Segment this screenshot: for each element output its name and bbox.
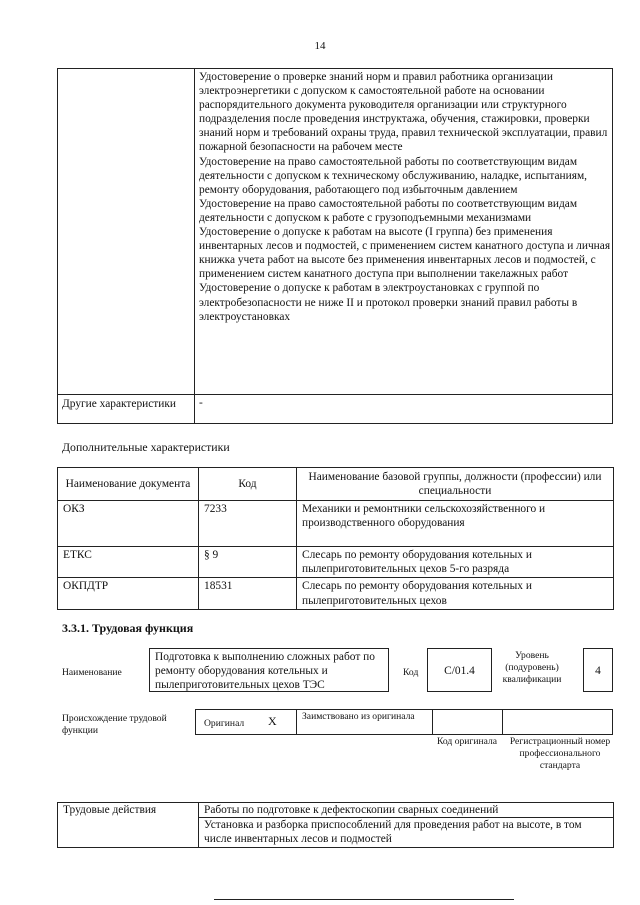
cell-group: Слесарь по ремонту оборудования котельных и пылеприготовительных цехов xyxy=(297,578,614,609)
cell-group: Слесарь по ремонту оборудования котельных и пылеприготовительных цехов 5-го разряда xyxy=(297,547,614,578)
cell-document: ЕТКС xyxy=(58,547,199,578)
labor-actions-table xyxy=(57,802,614,848)
requirement-item: Удостоверение о проверке знаний норм и правил работника организации электроэнергетики с допуском к самостоятельной работе на основании распорядительного документа руководителя организации или структурного подразделения после проведения инструктажа, обучения, стажировки, проверки знаний норм и требований охраны труда, правил технической эксплуатации, правил пожарной безопасности на рабочем месте xyxy=(199,71,608,154)
cell-code: § 9 xyxy=(199,547,297,578)
cell-document: ОКПДТР xyxy=(58,578,199,609)
function-code-label: Код xyxy=(403,667,419,678)
labor-function-title: 3.3.1. Трудовая функция xyxy=(62,621,194,635)
origin-row xyxy=(195,709,613,735)
page-bottom-rule xyxy=(214,899,514,900)
additional-characteristics-heading: Дополнительные характеристики xyxy=(62,440,230,454)
other-characteristics-label: Другие характеристики xyxy=(62,398,177,410)
table-row xyxy=(58,818,614,847)
original-mark: X xyxy=(268,714,277,728)
labor-actions-label: Трудовые действия xyxy=(58,803,199,818)
requirement-item: Удостоверение на право самостоятельной работы по соответствующим видам деятельности с допуском к техническому обслуживанию, наладке, испытаниям, ремонту оборудования, работающего под избыточным давлением xyxy=(199,155,588,196)
table-header-row xyxy=(58,468,614,501)
labor-action-item: Работы по подготовке к дефектоскопии сварных соединений xyxy=(199,803,614,818)
table-row xyxy=(58,547,614,578)
requirements-list xyxy=(199,70,611,324)
table-row xyxy=(58,803,614,818)
function-name-label: Наименование xyxy=(62,667,122,678)
origin-divider xyxy=(502,710,503,734)
table-row xyxy=(58,578,614,609)
origin-divider xyxy=(296,710,297,734)
requirement-item: Удостоверение о допуске к работам в электроустановках с группой по электробезопасности не ниже II и протокол проверки знаний правил работы в электроустановках xyxy=(199,282,578,323)
requirements-table xyxy=(57,68,613,424)
other-characteristics-value: - xyxy=(199,397,203,409)
borrowed-label: Заимствовано из оригинала xyxy=(302,711,415,722)
original-label: Оригинал xyxy=(204,718,245,729)
header-document: Наименование документа xyxy=(58,468,199,501)
header-group: Наименование базовой группы, должности (профессии) или специальности xyxy=(297,468,614,501)
requirement-item: Удостоверение о допуске к работам на высоте (I группа) без применения инвентарных лесов и подмостей, с применением систем канатного доступа и личная книжка учета работ на высоте без применения инвентарных лесов и подмостей, с применением систем канатного доступа при выполнении такелажных работ xyxy=(199,226,611,281)
header-code: Код xyxy=(199,468,297,501)
blank-cell xyxy=(58,818,199,847)
registration-number-caption: Регистрационный номер профессионального стандарта xyxy=(509,736,611,771)
cell-code: 7233 xyxy=(199,501,297,547)
qualification-level-label: Уровень (подуровень) квалификации xyxy=(502,650,562,685)
requirement-item: Удостоверение на право самостоятельной работы по соответствующим видам деятельности с допуском к работе с грузоподъемными механизмами xyxy=(199,197,578,224)
function-code-box: C/01.4 xyxy=(427,648,492,692)
cell-document: ОКЗ xyxy=(58,501,199,547)
row-divider xyxy=(58,394,612,395)
qualification-level-box: 4 xyxy=(583,648,613,692)
column-divider xyxy=(194,69,195,423)
origin-code-caption: Код оригинала xyxy=(436,736,498,747)
function-origin-label: Происхождение трудовой функции xyxy=(62,713,167,736)
origin-divider xyxy=(432,710,433,734)
page-number: 14 xyxy=(314,40,326,52)
additional-characteristics-table xyxy=(57,467,614,610)
cell-code: 18531 xyxy=(199,578,297,609)
cell-group: Механики и ремонтники сельскохозяйственного и производственного оборудования xyxy=(297,501,614,547)
labor-action-item: Установка и разборка приспособлений для проведения работ на высоте, в том числе инвентарных лесов и подмостей xyxy=(199,818,614,847)
function-name-box: Подготовка к выполнению сложных работ по ремонту оборудования котельных и пылеприготовительных цехов ТЭС xyxy=(149,648,389,692)
table-row xyxy=(58,501,614,547)
